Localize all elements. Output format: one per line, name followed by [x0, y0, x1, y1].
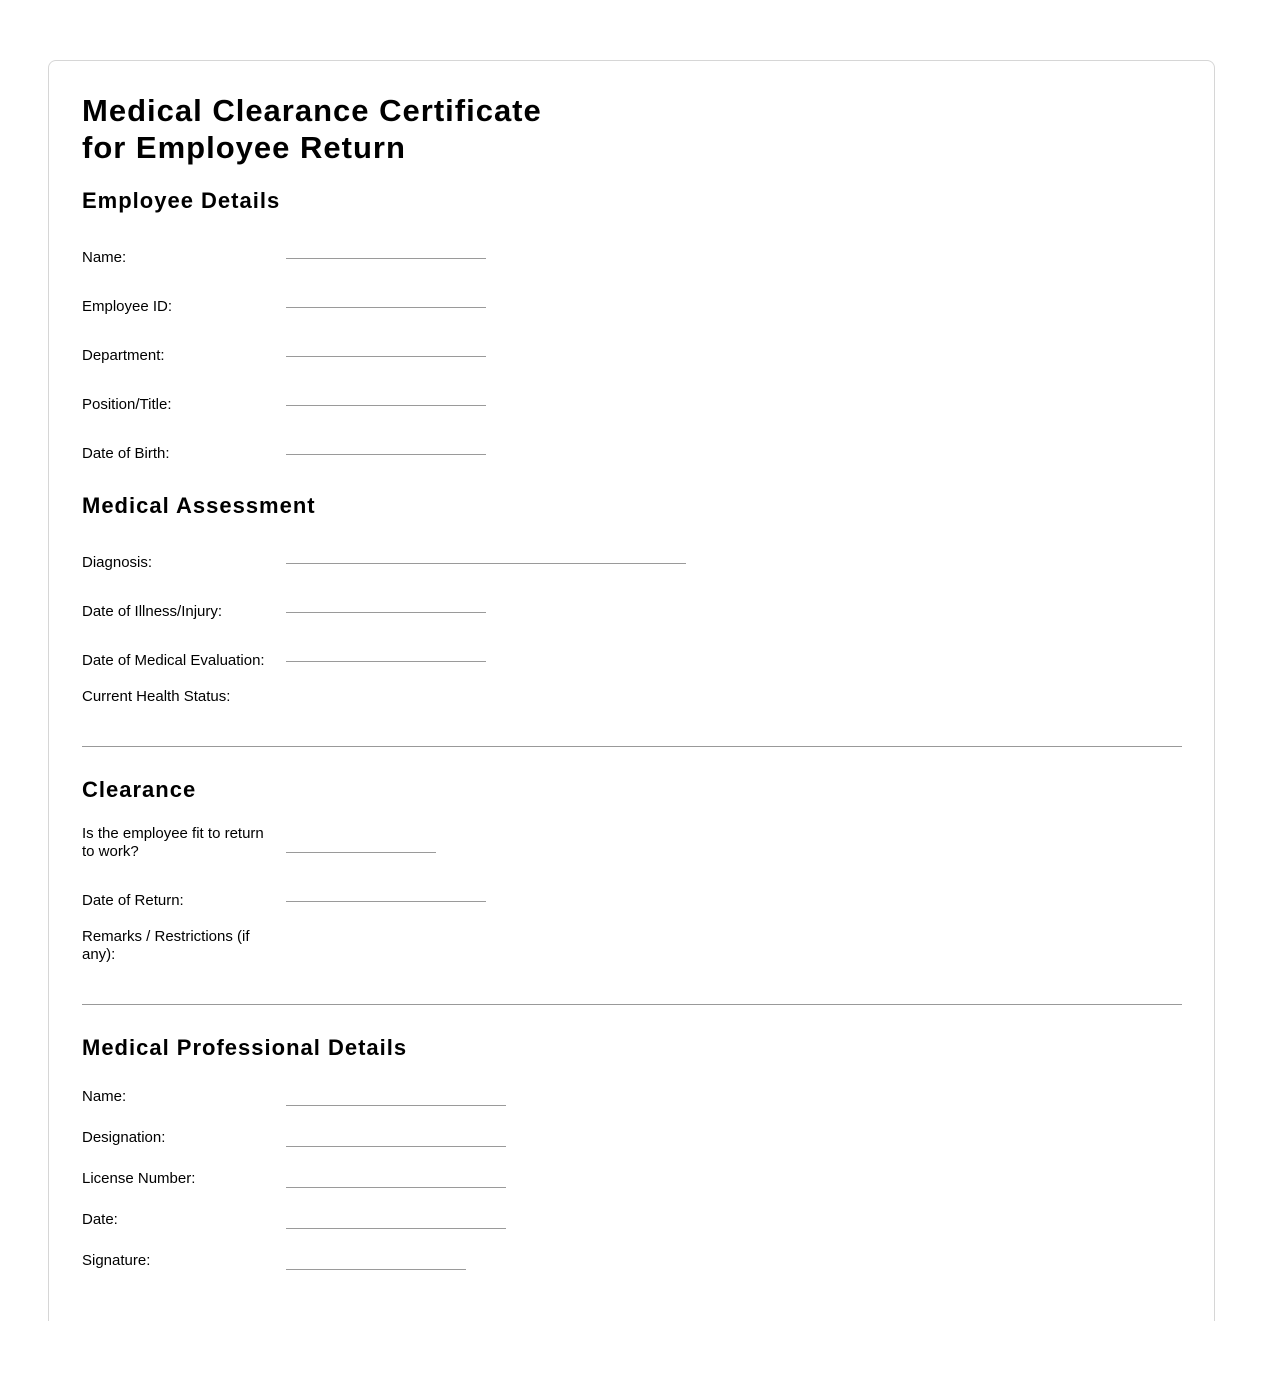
- employee-id-field[interactable]: [286, 307, 486, 308]
- professional-details-heading: Medical Professional Details: [82, 1035, 408, 1060]
- date-label: Date:: [82, 1211, 118, 1228]
- department-field[interactable]: [286, 356, 486, 357]
- page-title: [82, 92, 542, 166]
- divider: [82, 1004, 1182, 1005]
- illness-date-field[interactable]: [286, 612, 486, 613]
- employee-details-heading: Employee Details: [82, 188, 281, 213]
- title-line-2: for Employee Return: [82, 130, 406, 165]
- diagnosis-field[interactable]: [286, 563, 686, 564]
- fit-to-return-label: [82, 825, 264, 861]
- position-field[interactable]: [286, 405, 486, 406]
- fit-label-line-2: to work?: [82, 843, 139, 860]
- signature-field[interactable]: [286, 1269, 466, 1270]
- health-status-label: Current Health Status:: [82, 688, 231, 705]
- license-field[interactable]: [286, 1187, 506, 1188]
- dob-field[interactable]: [286, 454, 486, 455]
- dob-label: Date of Birth:: [82, 445, 170, 462]
- medical-assessment-heading: Medical Assessment: [82, 493, 316, 518]
- designation-field[interactable]: [286, 1146, 506, 1147]
- return-date-field[interactable]: [286, 901, 486, 902]
- illness-date-label: Date of Illness/Injury:: [82, 603, 223, 620]
- employee-name-label: Name:: [82, 249, 127, 266]
- clearance-heading: Clearance: [82, 777, 197, 802]
- evaluation-date-field[interactable]: [286, 661, 486, 662]
- department-label: Department:: [82, 347, 165, 364]
- designation-label: Designation:: [82, 1129, 166, 1146]
- license-label: License Number:: [82, 1170, 196, 1187]
- professional-name-field[interactable]: [286, 1105, 506, 1106]
- title-line-1: Medical Clearance Certificate: [82, 93, 542, 128]
- divider: [82, 746, 1182, 747]
- evaluation-date-label: Date of Medical Evaluation:: [82, 652, 265, 669]
- remarks-label: [82, 928, 250, 964]
- remarks-label-line-1: Remarks / Restrictions (if: [82, 928, 250, 945]
- signature-label: Signature:: [82, 1252, 151, 1269]
- fit-to-return-field[interactable]: [286, 852, 436, 853]
- employee-id-label: Employee ID:: [82, 298, 173, 315]
- diagnosis-label: Diagnosis:: [82, 554, 153, 571]
- fit-label-line-1: Is the employee fit to return: [82, 825, 264, 842]
- remarks-label-line-2: any):: [82, 946, 116, 963]
- return-date-label: Date of Return:: [82, 892, 184, 909]
- employee-name-field[interactable]: [286, 258, 486, 259]
- position-label: Position/Title:: [82, 396, 172, 413]
- date-field[interactable]: [286, 1228, 506, 1229]
- professional-name-label: Name:: [82, 1088, 127, 1105]
